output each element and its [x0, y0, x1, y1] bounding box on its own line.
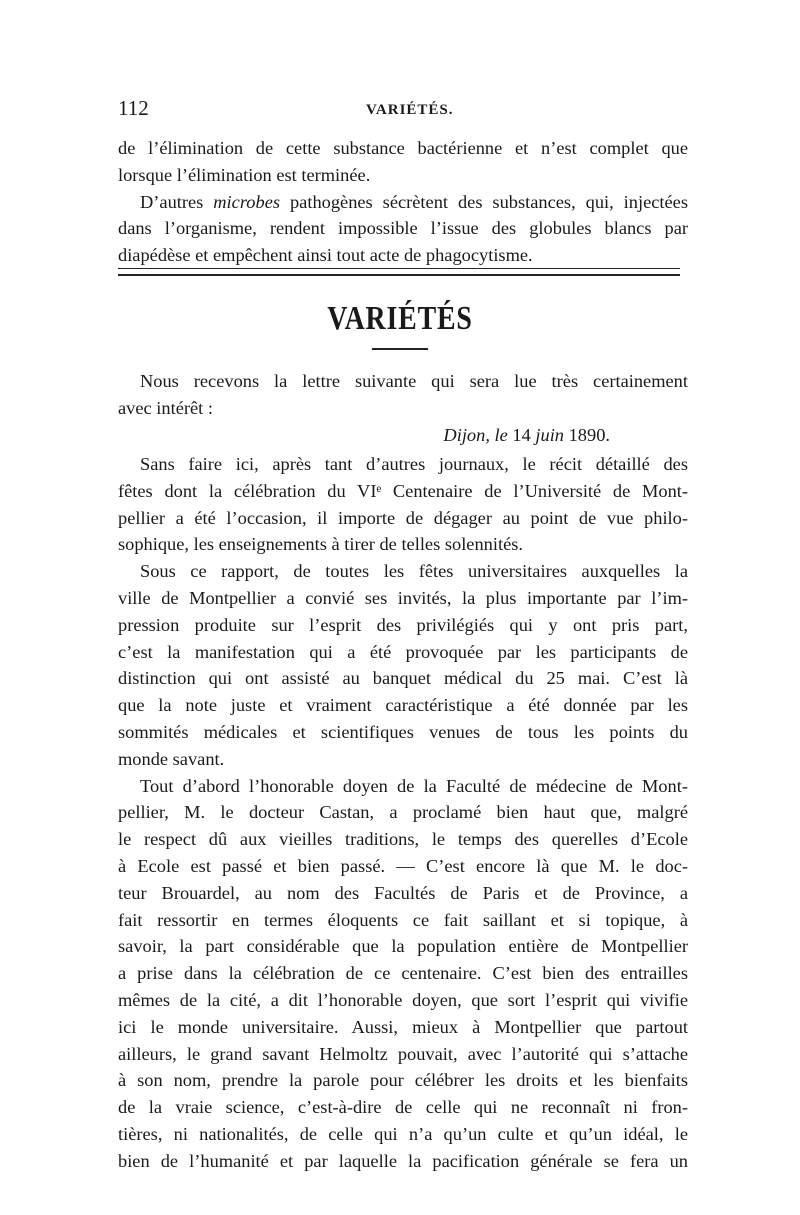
running-head: VARIÉTÉS.	[366, 102, 454, 118]
text-line: pellier a été l’occasion, il importe de dégager au point de vue philo-	[118, 507, 688, 528]
dateline-month: juin	[535, 424, 565, 445]
text-line: le respect dû aux vieilles traditions, le temps des querelles d’Ecole	[118, 829, 688, 850]
text-line: Sans faire ici, après tant d’autres journaux, le récit détaillé des	[140, 454, 688, 474]
section-divider-thin	[118, 268, 680, 269]
text-line: ici le monde universitaire. Aussi, mieux à Montpellier que partout	[118, 1016, 688, 1037]
text-line: a prise dans la célébration de ce centenaire. C’est bien des entrailles	[118, 963, 688, 984]
text-line: de la vraie science, c’est-à-dire de celle qui ne reconnaît ni fron-	[118, 1097, 688, 1118]
text-line: monde savant.	[118, 748, 225, 769]
text-line: teur Brouardel, au nom des Facultés de Paris et de Province, a	[118, 882, 688, 903]
italic-word: microbes	[213, 191, 281, 212]
text-line: avec intérêt :	[118, 397, 213, 418]
text-line: distinction qui ont assisté au banquet médical du 25 mai. C’est là	[118, 668, 688, 689]
text-line	[118, 189, 688, 216]
text-line: diapédèse et empêchent ainsi tout acte de phagocytisme.	[118, 245, 533, 266]
text-line: Nous recevons la lettre suivante qui sera lue très certainement	[140, 371, 688, 391]
dateline-year: 1890.	[564, 424, 610, 445]
text-line: tières, ni nationalités, de celle qui n’a qu’un culte et qu’un idéal, le	[118, 1123, 688, 1144]
text-line: Sous ce rapport, de toutes les fêtes universitaires auxquelles la	[140, 561, 688, 582]
letter-intro	[118, 368, 688, 448]
text-line: Tout d’abord l’honorable doyen de la Faculté de médecine de Mont-	[140, 775, 688, 796]
text-line: c’est la manifestation qui a été provoquée par les participants de	[118, 641, 688, 662]
dateline-day: 14	[512, 424, 536, 445]
text-line: savoir, la part considérable que la population entière de Montpellier	[118, 936, 688, 957]
letter-body	[118, 451, 688, 1175]
title-underline	[372, 348, 428, 350]
text-line: sommités médicales et scientifiques venues de tous les points du	[118, 721, 688, 742]
text-line: fêtes dont la célébration du VIᵉ Centenaire de l’Université de Mont-	[118, 480, 688, 501]
text-line: de l’élimination de cette substance bactérienne et n’est complet que	[118, 138, 688, 158]
text-line: pellier, M. le docteur Castan, a proclamé bien haut que, malgré	[118, 802, 688, 823]
page-number: 112	[118, 96, 149, 120]
page-header	[118, 96, 688, 126]
text-line: bien de l’humanité et par laquelle la pacification générale se fera un	[118, 1150, 688, 1171]
text-line: mêmes de la cité, a dit l’honorable doyen, que sort l’esprit qui vivifie	[118, 989, 688, 1010]
text-line: que la note juste et vraiment caractéristique a été donnée par les	[118, 695, 688, 716]
dateline-place: Dijon,	[443, 424, 490, 445]
text-line: ville de Montpellier a convié ses invités, la plus importante par l’im-	[118, 587, 688, 608]
text-line: pression produite sur l’esprit des privilégiés qui y ont pris part,	[118, 614, 688, 635]
text-line: ailleurs, le grand savant Helmoltz pouvait, avec l’autorité qui s’attache	[118, 1043, 688, 1064]
opening-text	[118, 135, 688, 269]
text-line: fait ressortir en termes éloquents ce fait saillant et si topique, à	[118, 909, 688, 930]
dateline-le: le	[489, 424, 513, 445]
text-line: lorsque l’élimination est terminée.	[118, 164, 371, 185]
section-divider-thick	[118, 274, 680, 276]
text-line: dans l’organisme, rendent impossible l’issue des globules blancs par	[118, 218, 688, 239]
dateline	[118, 422, 688, 449]
section-title: VARIÉTÉS	[327, 300, 473, 337]
text-line: sophique, les enseignements à tirer de telles solennités.	[118, 534, 523, 555]
text-line: à son nom, prendre la parole pour célébrer les droits et les bienfaits	[118, 1070, 688, 1091]
text-span: D’autres	[140, 191, 214, 212]
text-line: à Ecole est passé et bien passé. — C’est encore là que M. le doc-	[118, 855, 688, 876]
text-span: pathogènes sécrètent des substances, qui, injectées	[280, 191, 688, 212]
